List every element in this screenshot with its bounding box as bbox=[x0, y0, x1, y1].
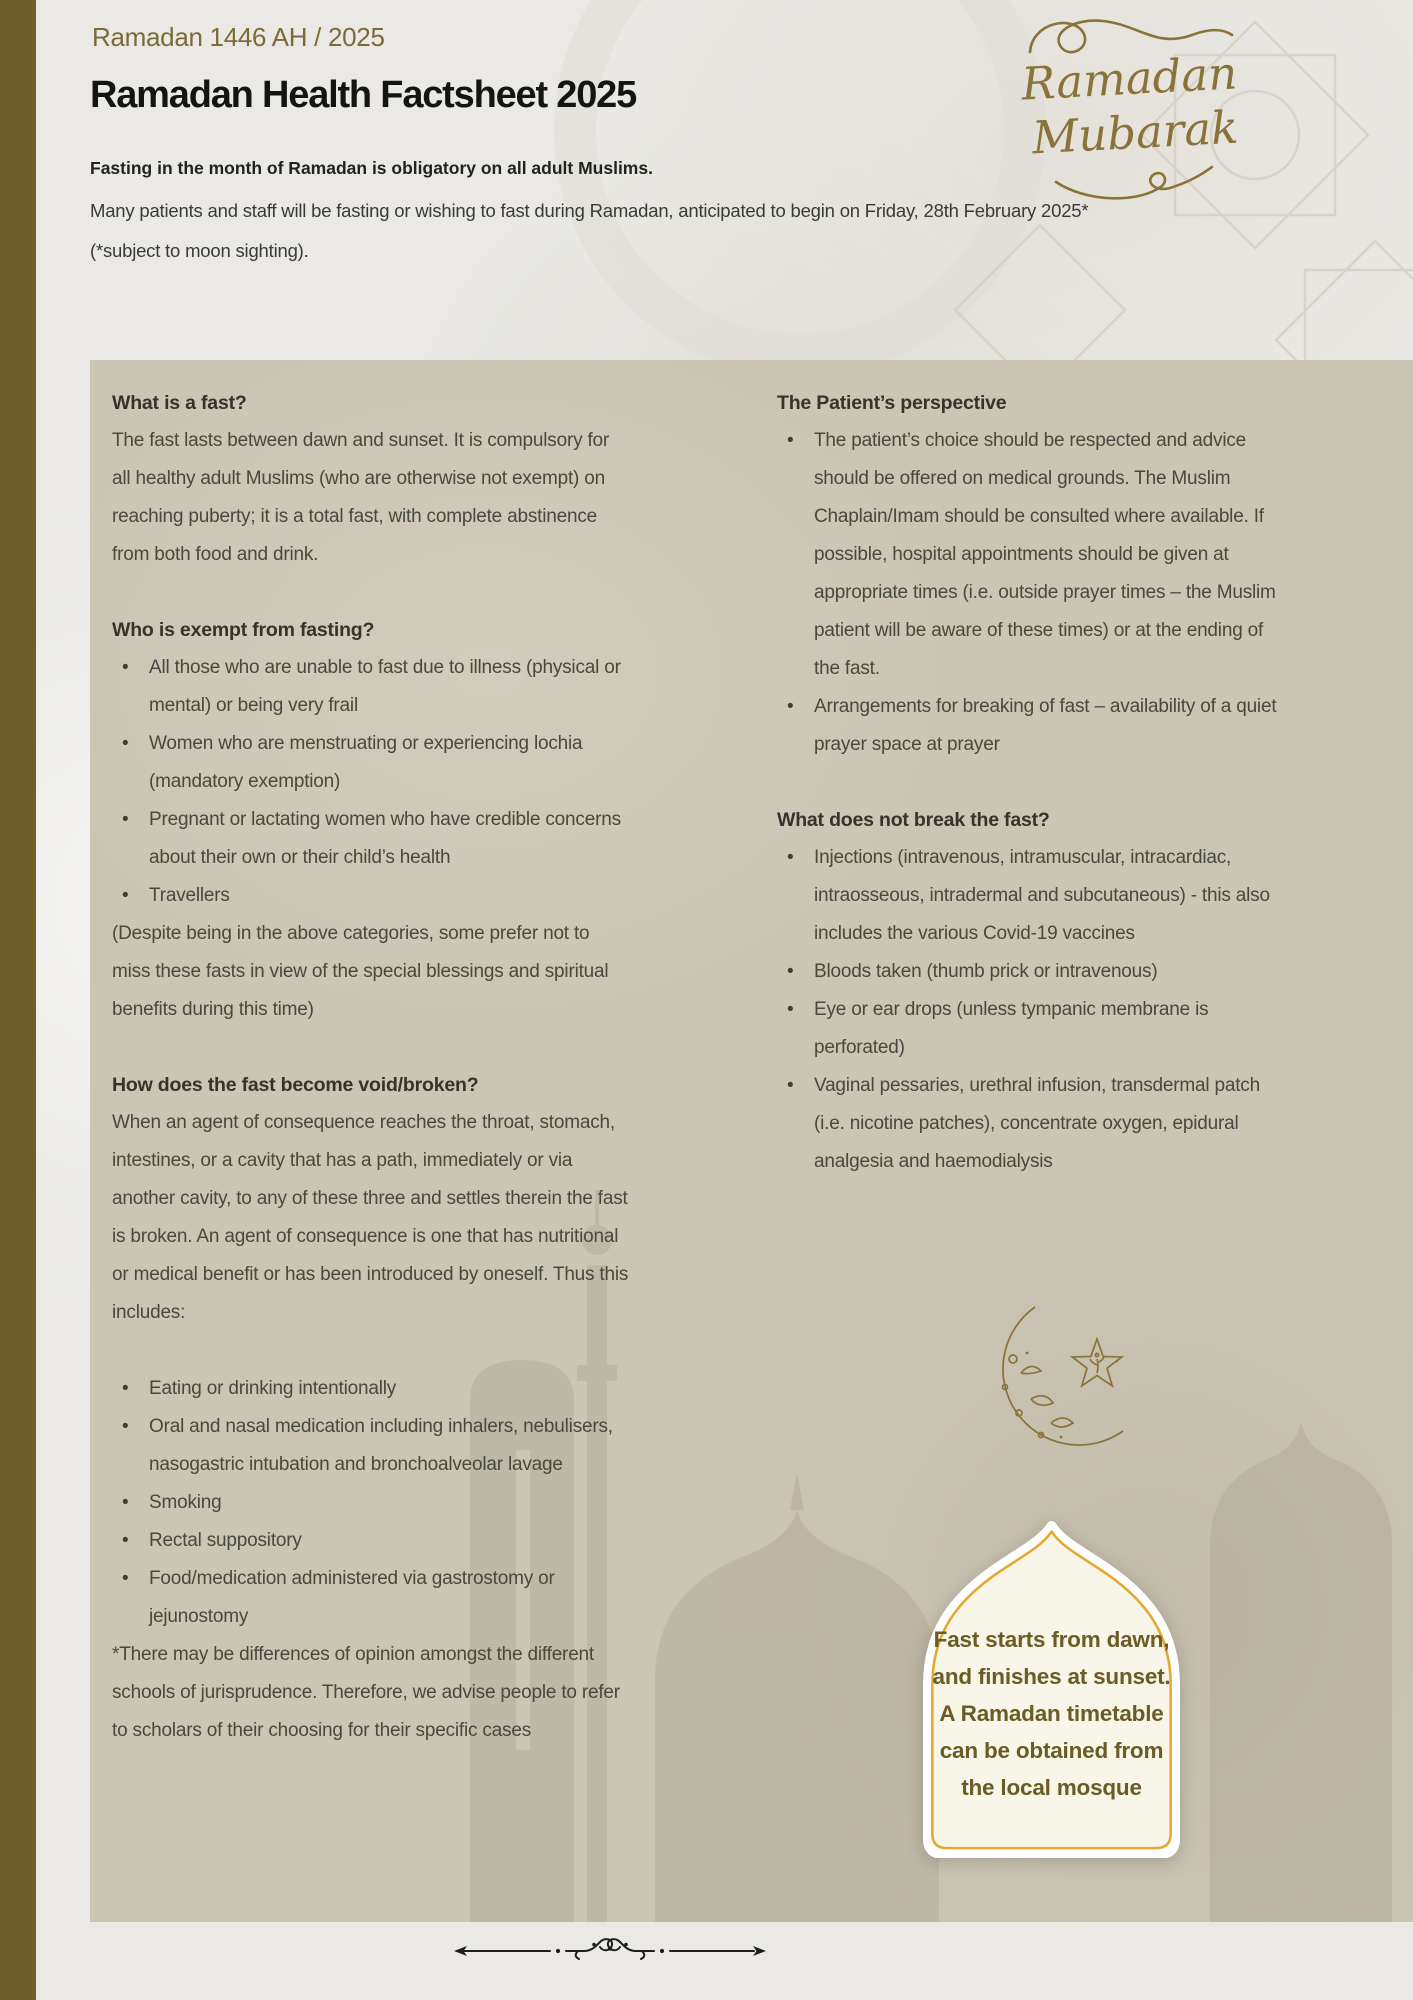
paragraph: (Despite being in the above categories, some prefer not to miss these fasts in view of the special blessings and spiritual benefits during this time) bbox=[112, 923, 609, 1020]
bullet-list bbox=[112, 1370, 632, 1636]
bullet-item: • Women who are menstruating or experiencing lochia (mandatory exemption) bbox=[112, 725, 632, 801]
intro-block bbox=[90, 158, 1130, 271]
bullet-item: • Pregnant or lactating women who have credible concerns about their own or their child’s health bbox=[112, 801, 632, 877]
bullet-list bbox=[112, 649, 632, 915]
bullet-item: • Eating or drinking intentionally bbox=[112, 1370, 632, 1408]
section-heading: What is a fast? bbox=[112, 392, 247, 414]
content-section bbox=[777, 801, 1282, 1181]
bullet-list bbox=[777, 422, 1282, 764]
bullet-item: • Eye or ear drops (unless tympanic membrane is perforated) bbox=[777, 991, 1282, 1067]
bullet-item: • Arrangements for breaking of fast – availability of a quiet prayer space at prayer bbox=[777, 688, 1282, 764]
content-panel bbox=[90, 360, 1413, 1922]
section-heading: The Patient’s perspective bbox=[777, 392, 1007, 414]
logo-word-mubarak: Mubarak bbox=[1030, 100, 1240, 165]
paragraph: When an agent of consequence reaches the throat, stomach, intestines, or a cavity that has a path, immediately or via another cavity, to any of these three and settles therein the fast is broken. An agent of consequence is one that has nutritional or medical benefit or has been introduced by oneself. Thus this includes: bbox=[112, 1112, 629, 1323]
content-section bbox=[777, 384, 1282, 764]
content-section bbox=[112, 1066, 632, 1750]
crescent-star-illustration bbox=[975, 1295, 1140, 1460]
bullet-item: • Injections (intravenous, intramuscular, intracardiac, intraosseous, intradermal and subcutaneous) - this also includes the various Covid-19 vaccines bbox=[777, 839, 1282, 953]
intro-emphasis: Fasting in the month of Ramadan is obligatory on all adult Muslims. bbox=[90, 158, 653, 178]
column-right bbox=[777, 384, 1282, 1181]
content-section bbox=[112, 384, 632, 574]
bullet-item: • Food/medication administered via gastrostomy or jejunostomy bbox=[112, 1560, 632, 1636]
bullet-item: • Bloods taken (thumb prick or intravenous) bbox=[777, 953, 1282, 991]
column-left bbox=[112, 384, 632, 1750]
callout-text: Fast starts from dawn, and finishes at sunset. A Ramadan timetable can be obtained from the local mosque bbox=[932, 1627, 1171, 1800]
bullet-list bbox=[777, 839, 1282, 1181]
paragraph: *There may be differences of opinion amongst the different schools of jurisprudence. Therefore, we advise people to refer to scholars of their choosing for their specific cases bbox=[112, 1644, 620, 1741]
section-heading: What does not break the fast? bbox=[777, 809, 1050, 831]
section-heading: How does the fast become void/broken? bbox=[112, 1074, 479, 1096]
bullet-item: • Travellers bbox=[112, 877, 632, 915]
bullet-item: • Smoking bbox=[112, 1484, 632, 1522]
paragraph: The fast lasts between dawn and sunset. It is compulsory for all healthy adult Muslims (who are otherwise not exempt) on reaching puberty; it is a total fast, with complete abstinence from both food and drink. bbox=[112, 430, 610, 565]
bullet-item: • The patient’s choice should be respected and advice should be offered on medical grounds. The Muslim Chaplain/Imam should be consulted where available. If possible, hospital appointments should be given at appropriate times (i.e. outside prayer times – the Muslim patient will be aware of these times) or at the ending of the fast. bbox=[777, 422, 1282, 688]
bullet-item: • Vaginal pessaries, urethral infusion, transdermal patch (i.e. nicotine patches), concentrate oxygen, epidural analgesia and haemodialysis bbox=[777, 1067, 1282, 1181]
ornamental-divider bbox=[450, 1936, 770, 1966]
page-title: Ramadan Health Factsheet 2025 bbox=[90, 74, 636, 116]
kicker: Ramadan 1446 AH / 2025 bbox=[92, 22, 385, 52]
left-accent-stripe bbox=[0, 0, 36, 2000]
content-section bbox=[112, 611, 632, 1029]
logo-word-ramadan: Ramadan bbox=[1020, 46, 1239, 111]
bullet-item: • Rectal suppository bbox=[112, 1522, 632, 1560]
bullet-item: • All those who are unable to fast due to illness (physical or mental) or being very frail bbox=[112, 649, 632, 725]
section-heading: Who is exempt from fasting? bbox=[112, 619, 375, 641]
mosque-arch-callout bbox=[913, 1513, 1190, 1858]
intro-paragraph: Many patients and staff will be fasting or wishing to fast during Ramadan, anticipated to begin on Friday, 28th February 2025* (*subject to moon sighting). bbox=[90, 200, 1089, 261]
bullet-item: • Oral and nasal medication including inhalers, nebulisers, nasogastric intubation and bronchoalveolar lavage bbox=[112, 1408, 632, 1484]
